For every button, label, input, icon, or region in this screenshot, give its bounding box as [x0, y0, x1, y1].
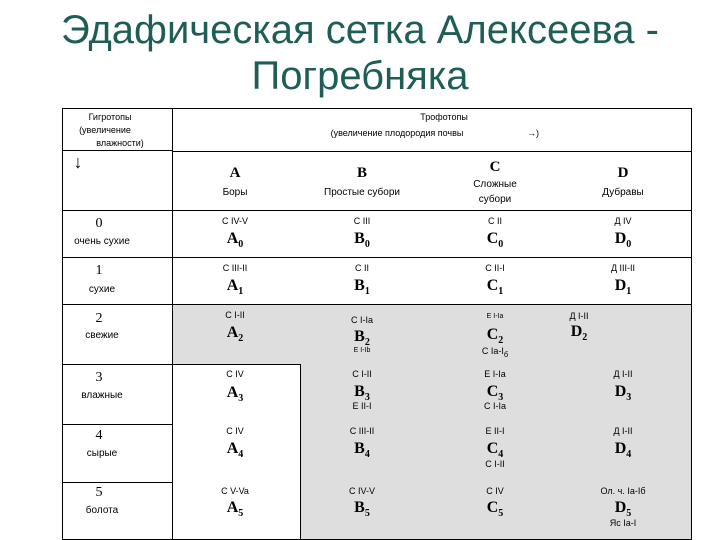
cell-b5-code: $B_5$: [354, 499, 370, 520]
arrow-down-icon: ↓: [73, 152, 83, 172]
cell-b4-type: C III-II: [349, 426, 375, 436]
cell-b4-code: $B_4$: [354, 440, 370, 461]
cell-c4-type: E II-I: [485, 426, 505, 436]
cell-d5-code: $D_5$: [614, 499, 632, 520]
grid-line: [62, 150, 172, 151]
grid-line: [62, 482, 172, 483]
cell-c4-alt: C I-II: [485, 459, 505, 469]
hygro-label-1: Гигротопы: [88, 112, 132, 122]
cell-c2-alt: C $Ia-I_б$: [481, 346, 509, 359]
column-letter-a: A: [229, 165, 241, 181]
cell-c2-type: E I-Ia: [486, 313, 504, 320]
cell-b0-type: C III: [353, 216, 371, 226]
hygro-label-2: (увеличение: [79, 125, 131, 135]
cell-b0-code: $B_0$: [354, 230, 370, 251]
cell-d5-alt: Яс Ia-I: [609, 518, 637, 528]
row-label-3: влажные: [81, 390, 123, 401]
cell-d1-code: $D_1$: [614, 277, 632, 298]
column-letter-c: C: [489, 159, 501, 175]
cell-a0-code: $A_0$: [226, 230, 244, 251]
cell-c4-code: $C_4$: [486, 440, 504, 461]
row-number-5: 5: [95, 485, 103, 500]
cell-b2-code: $B_2$: [354, 328, 370, 349]
cell-a5-code: $A_5$: [226, 499, 244, 520]
cell-b3-type: C I-II: [352, 369, 372, 379]
cell-a3-type: C IV: [226, 369, 244, 379]
cell-a3-code: $A_3$: [226, 384, 244, 405]
cell-d0-code: $D_0$: [614, 230, 632, 251]
row-number-2: 2: [95, 311, 103, 326]
cell-c1-code: $C_1$: [486, 277, 504, 298]
cell-a4-type: C IV: [226, 426, 244, 436]
grid-line: [62, 364, 300, 365]
column-name-b: Простые субори: [324, 187, 400, 198]
row-number-1: 1: [95, 263, 103, 278]
row-label-4: сырые: [86, 448, 118, 459]
cell-b1-code: $B_1$: [354, 277, 370, 298]
cell-b3-alt: E II-I: [352, 401, 372, 411]
row-number-3: 3: [95, 370, 103, 385]
cell-b2-alt: E I-Ib: [353, 347, 371, 354]
column-name-c-2: субори: [478, 194, 512, 205]
column-name-a: Боры: [222, 187, 248, 198]
cell-d5-type: Ол. ч. Ia-Iб: [600, 486, 646, 496]
column-name-d: Дубравы: [602, 187, 644, 198]
cell-a2-code: $A_2$: [226, 324, 244, 345]
cell-c0-code: $C_0$: [486, 230, 504, 251]
grid-line: [62, 304, 692, 305]
row-number-0: 0: [95, 216, 103, 231]
cell-a2-type: C I-II: [225, 310, 245, 320]
row-label-2: свежие: [85, 330, 119, 341]
title-line-1: Эдафическая сетка Алексеева -: [61, 8, 659, 52]
edaphic-grid-table: [62, 108, 692, 540]
cell-d2-code: $D_2$: [570, 323, 588, 344]
row-label-0: очень сухие: [74, 236, 130, 247]
grid-line: [62, 108, 692, 109]
cell-b1-type: C II: [354, 263, 370, 273]
hygro-label-3: влажности): [96, 138, 144, 148]
row-number-4: 4: [95, 428, 103, 443]
cell-a1-code: $A_1$: [226, 277, 244, 298]
cell-a0-type: C IV-V: [221, 216, 249, 226]
cell-d4-type: Д I-II: [613, 426, 633, 436]
arrow-right-icon: →): [527, 128, 539, 138]
cell-a5-type: C V-Va: [221, 486, 249, 496]
column-name-c-1: Сложные: [473, 179, 517, 190]
cell-d2-type: Д I-II: [569, 311, 589, 321]
cell-c5-code: $C_5$: [486, 499, 504, 520]
cell-c3-type: E I-Ia: [484, 369, 506, 379]
trophic-label-2: (увеличение плодородия почвы: [330, 128, 464, 138]
cell-d3-code: $D_3$: [614, 383, 632, 404]
cell-a1-type: C III-II: [222, 263, 248, 273]
cell-a4-code: $A_4$: [226, 440, 244, 461]
cell-b5-type: C IV-V: [348, 486, 376, 496]
grid-line: [62, 108, 63, 540]
column-letter-d: D: [617, 165, 629, 181]
grid-line: [62, 257, 692, 258]
cell-c0-type: C II: [487, 216, 503, 226]
cell-c2-code: $C_2$: [486, 326, 504, 347]
cell-b2-type: C I-Ia: [350, 315, 374, 325]
trophic-label-1: Трофотопы: [420, 112, 468, 122]
grid-line: [62, 424, 172, 425]
cell-b3-code: $B_3$: [354, 383, 370, 404]
cell-d0-type: Д IV: [614, 216, 632, 226]
cell-c3-code: $C_3$: [486, 383, 504, 404]
grid-line: [172, 151, 692, 152]
title-line-2: Погребняка: [251, 54, 469, 98]
grid-line: [172, 108, 173, 540]
cell-c3-alt: C I-Ia: [483, 401, 507, 411]
grid-line: [300, 364, 301, 540]
cell-d3-type: Д I-II: [613, 369, 633, 379]
grid-line: [62, 210, 692, 211]
shaded-region-main: [172, 304, 692, 364]
row-label-1: сухие: [88, 284, 116, 295]
cell-c1-type: C II-I: [485, 263, 505, 273]
grid-line: [691, 108, 692, 540]
cell-d1-type: Д III-II: [610, 263, 636, 273]
cell-d4-code: $D_4$: [614, 440, 632, 461]
column-letter-b: B: [356, 165, 368, 181]
row-label-5: болота: [85, 505, 119, 516]
cell-c5-type: C IV: [486, 486, 504, 496]
